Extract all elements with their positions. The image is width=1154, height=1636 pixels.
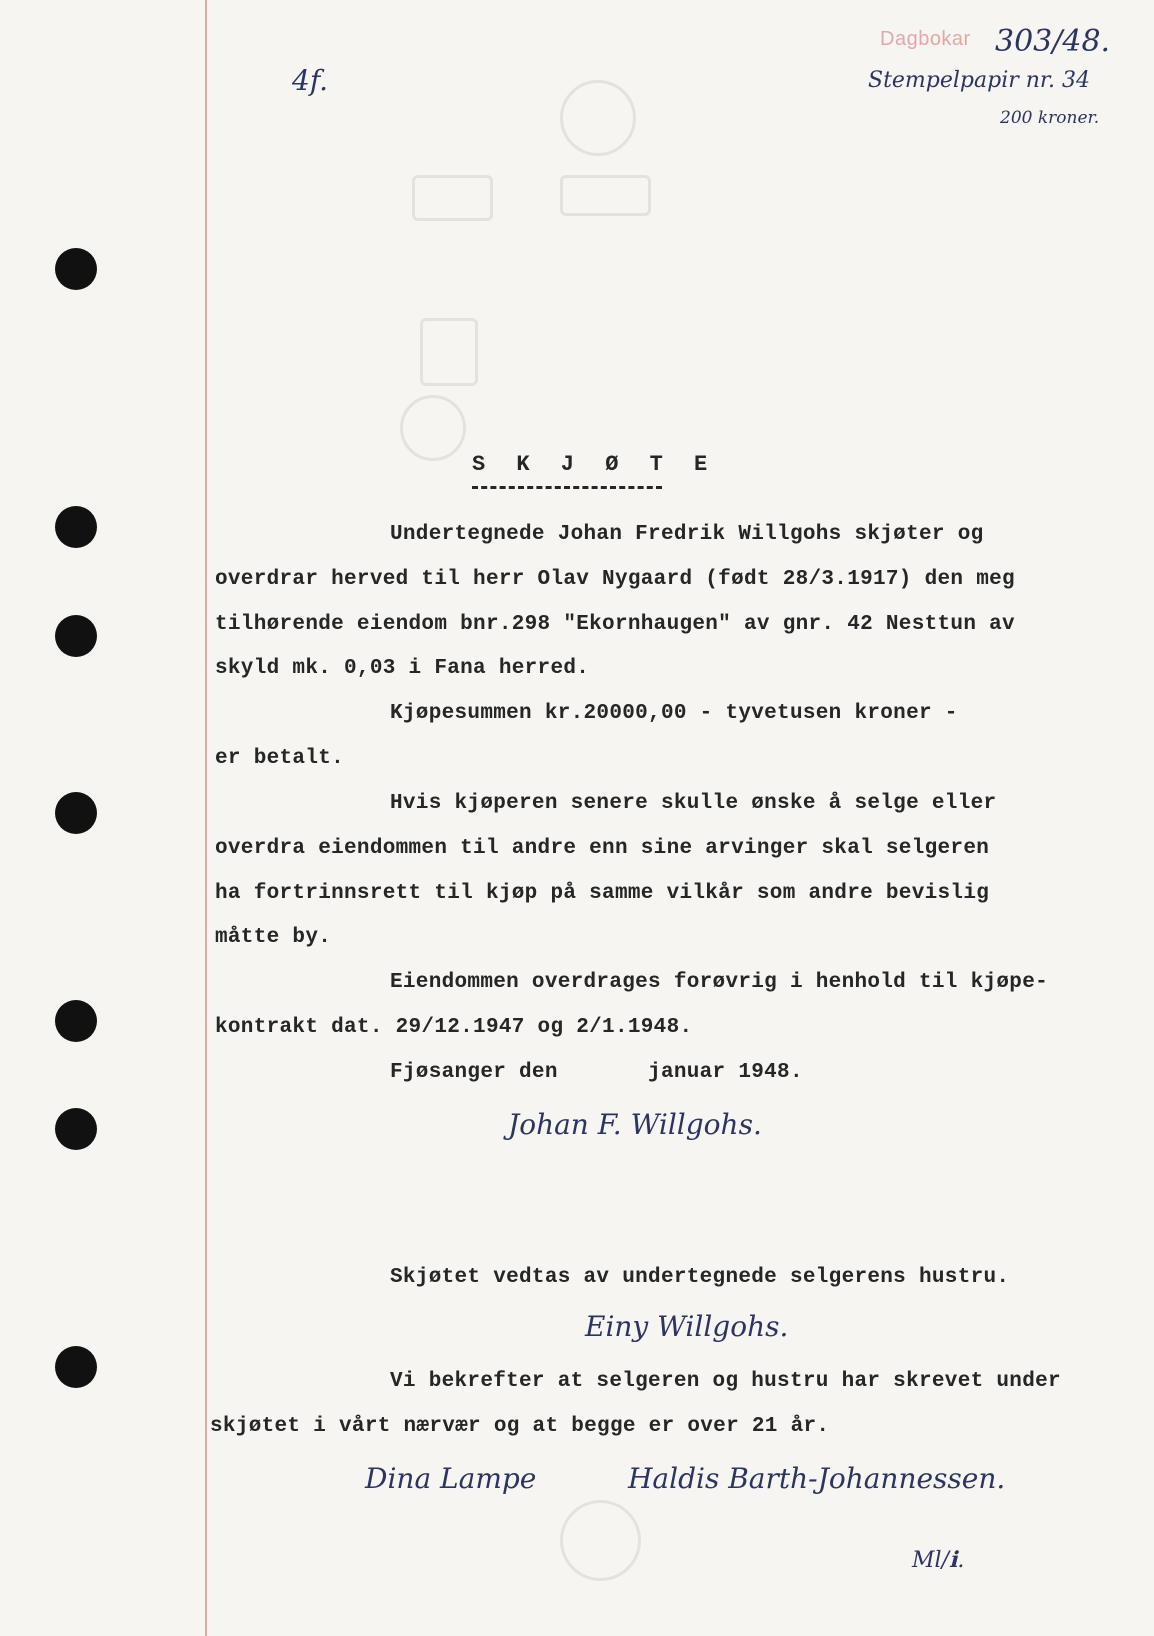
margin-line bbox=[205, 0, 207, 1636]
text-line: ha fortrinnsrett til kjøp på samme vilkår som andre bevislig bbox=[215, 882, 990, 905]
journal-number: 303/48. bbox=[995, 24, 1111, 59]
watermark-seal bbox=[560, 80, 636, 156]
text-line: Eiendommen overdrages forøvrig i henhold til kjøpe- bbox=[390, 971, 1049, 994]
watermark-seal bbox=[560, 175, 651, 216]
text-line: Kjøpesummen kr.20000,00 - tyvetusen kroner - bbox=[390, 702, 958, 725]
binder-hole bbox=[55, 1000, 97, 1042]
title-underline bbox=[472, 486, 662, 489]
text-line: skyld mk. 0,03 i Fana herred. bbox=[215, 657, 590, 680]
text-line: Skjøtet vedtas av undertegnede selgerens hustru. bbox=[390, 1266, 1010, 1289]
place-date-line: Fjøsanger den januar 1948. bbox=[390, 1061, 803, 1084]
text-line: måtte by. bbox=[215, 926, 332, 949]
corner-mark: 4f. bbox=[292, 64, 329, 97]
binder-hole bbox=[55, 1346, 97, 1388]
text-line: tilhørende eiendom bnr.298 "Ekornhaugen" av gnr. 42 Nesttun av bbox=[215, 613, 1015, 636]
seller-signature: Johan F. Willgohs. bbox=[508, 1108, 762, 1141]
binder-hole bbox=[55, 792, 97, 834]
binder-hole bbox=[55, 615, 97, 657]
text-line: Undertegnede Johan Fredrik Willgohs skjøter og bbox=[390, 523, 984, 546]
initials-mark: Ml/ℹ. bbox=[912, 1548, 965, 1573]
binder-hole bbox=[55, 506, 97, 548]
document-title: S K J Ø T E bbox=[472, 452, 717, 477]
wife-signature: Einy Willgohs. bbox=[585, 1310, 789, 1343]
text-line: Vi bekrefter at selgeren og hustru har skrevet under bbox=[390, 1370, 1061, 1393]
watermark-seal bbox=[412, 175, 493, 221]
text-line: kontrakt dat. 29/12.1947 og 2/1.1948. bbox=[215, 1016, 693, 1039]
binder-hole bbox=[55, 1108, 97, 1150]
watermark-seal bbox=[560, 1500, 641, 1581]
watermark-seal bbox=[420, 318, 478, 386]
text-line: overdrar herved til herr Olav Nygaard (født 28/3.1917) den meg bbox=[215, 568, 1015, 591]
witness-signature-1: Dina Lampe bbox=[365, 1462, 537, 1495]
text-line: overdra eiendommen til andre enn sine arvinger skal selgeren bbox=[215, 837, 990, 860]
watermark-seal bbox=[400, 395, 466, 461]
stamp-paper-value: 200 kroner. bbox=[1000, 108, 1100, 128]
dagbok-stamp: Dagbokar bbox=[880, 28, 971, 50]
text-line: er betalt. bbox=[215, 747, 345, 770]
stamp-paper-note: Stempelpapir nr. 34 bbox=[868, 68, 1091, 93]
text-line: skjøtet i vårt nærvær og at begge er over 21 år. bbox=[210, 1415, 830, 1438]
witness-signature-2: Haldis Barth-Johannessen. bbox=[628, 1462, 1006, 1495]
binder-hole bbox=[55, 248, 97, 290]
text-line: Hvis kjøperen senere skulle ønske å selge eller bbox=[390, 792, 997, 815]
